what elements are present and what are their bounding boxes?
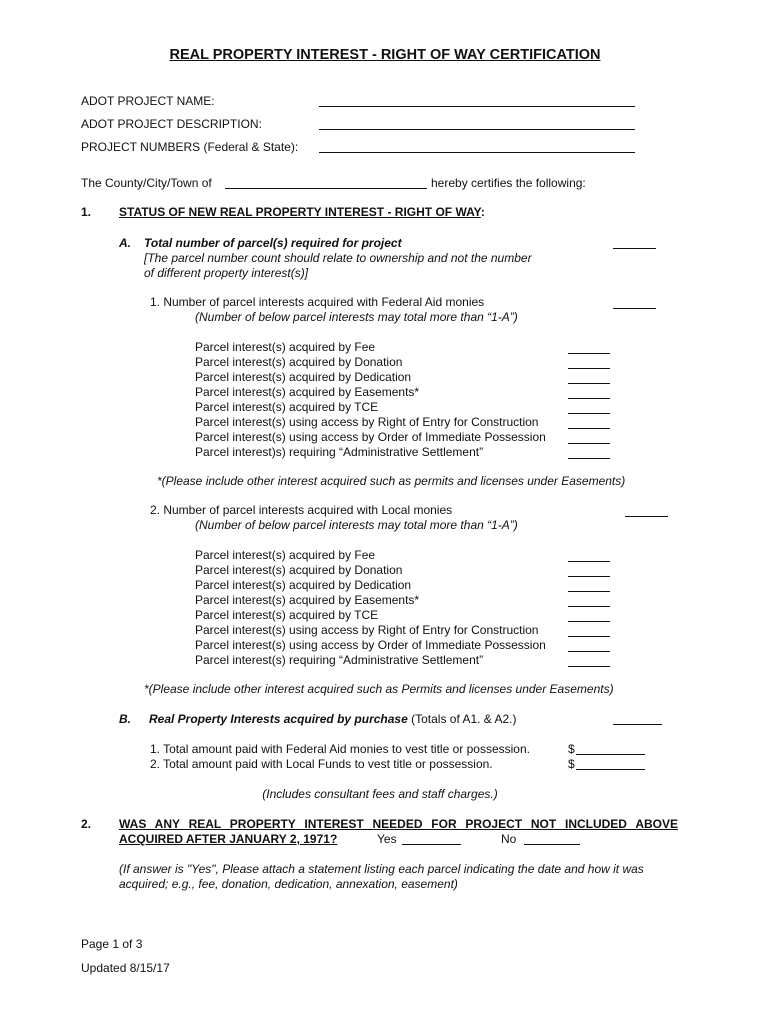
federal-item-field[interactable] [568,443,610,444]
federal-item: Parcel interest(s) acquired by TCE [195,400,379,414]
local-footnote: *(Please include other interest acquired such as Permits and licenses under Easements) [144,682,614,696]
federal-item-field[interactable] [568,428,610,429]
federal-count-note: (Number of below parcel interests may total more than “1-A”) [195,310,518,324]
federal-items-list [195,340,546,460]
subsection-a-title: Total number of parcel(s) required for project [144,236,402,250]
section-1-heading [119,205,485,219]
federal-amount-field[interactable] [576,754,645,755]
subsection-b-title-suffix: (Totals of A1. & A2.) [407,712,517,726]
project-numbers-label: PROJECT NUMBERS (Federal & State): [81,140,299,154]
federal-item: Parcel interest(s) acquired by Easements* [195,385,420,399]
local-item: Parcel interest(s) acquired by Easements* [195,593,420,607]
county-line-suffix: hereby certifies the following: [431,176,586,190]
federal-amount-label: 1. Total amount paid with Federal Aid monies to vest title or possession. [150,742,530,756]
federal-item: Parcel interest(s) acquired by Fee [195,340,376,354]
local-item-field[interactable] [568,606,610,607]
no-label: No [501,832,517,846]
federal-item: Parcel interest(s) acquired by Dedication [195,370,412,384]
federal-amount-currency: $ [568,742,575,756]
project-description-label: ADOT PROJECT DESCRIPTION: [81,117,262,131]
section-1-heading-text: STATUS OF NEW REAL PROPERTY INTEREST - RIGHT OF WAY [119,205,481,219]
local-item: Parcel interest(s) requiring “Administrative Settlement” [195,653,484,667]
federal-item: Parcel interest)s) requiring “Administrative Settlement” [195,445,484,459]
federal-item: Parcel interest(s) acquired by Donation [195,355,403,369]
project-description-field[interactable] [319,129,635,130]
local-item: Parcel interest(s) using access by Right of Entry for Construction [195,623,539,637]
section-2-question-line-2: ACQUIRED AFTER JANUARY 2, 1971? [119,832,338,846]
federal-footnote: *(Please include other interest acquired such as permits and licenses under Easements) [157,474,626,488]
federal-item-field[interactable] [568,353,610,354]
subsection-b-note: (Includes consultant fees and staff charges.) [262,787,498,801]
purchase-total-field[interactable] [613,724,662,725]
local-item-field[interactable] [568,591,610,592]
local-item: Parcel interest(s) acquired by Dedication [195,578,412,592]
local-item-field[interactable] [568,636,610,637]
local-item-field[interactable] [568,651,610,652]
section-2-question-line-1: WAS ANY REAL PROPERTY INTEREST NEEDED FOR PROJECT NOT INCLUDED ABOVE [119,817,678,831]
federal-count-field[interactable] [613,308,656,309]
federal-item-field[interactable] [568,398,610,399]
no-field[interactable] [524,844,580,845]
local-amount-field[interactable] [576,769,645,770]
federal-item-field[interactable] [568,458,610,459]
county-line-prefix: The County/City/Town of [81,176,212,190]
section-2-note-2: acquired; e.g., fee, donation, dedication, annexation, easement) [119,877,458,891]
subsection-b-title-text: Real Property Interests acquired by purchase [149,712,408,726]
federal-item: Parcel interest(s) using access by Order of Immediate Possession [195,430,546,444]
local-count-field[interactable] [625,516,668,517]
subsection-a-note-1: [The parcel number count should relate to ownership and not the number [144,251,532,265]
yes-field[interactable] [402,844,461,845]
county-field[interactable] [225,188,427,189]
section-2-question-line-2-row [119,832,337,846]
federal-item-field[interactable] [568,413,610,414]
local-item-field[interactable] [568,576,610,577]
project-name-label: ADOT PROJECT NAME: [81,94,215,108]
local-item-field[interactable] [568,621,610,622]
section-1-heading-colon: : [480,205,485,219]
subsection-b-title [149,712,517,726]
federal-item-field[interactable] [568,368,610,369]
federal-item: Parcel interest(s) using access by Right of Entry for Construction [195,415,539,429]
local-item: Parcel interest(s) acquired by Fee [195,548,376,562]
local-amount-currency: $ [568,757,575,771]
local-amount-label: 2. Total amount paid with Local Funds to vest title or possession. [150,757,493,771]
page-title: REAL PROPERTY INTEREST - RIGHT OF WAY CERTIFICATION [169,47,601,63]
subsection-a-letter: A. [119,236,131,250]
local-items-list [195,548,546,668]
subsection-a-note-2: of different property interest(s)] [144,266,309,280]
subsection-b-letter: B. [119,712,131,726]
page-number: Page 1 of 3 [81,937,143,951]
section-1-number: 1. [81,205,92,219]
local-item-field[interactable] [568,561,610,562]
section-2-note-1: (If answer is "Yes", Please attach a statement listing each parcel indicating the date and how it was [119,862,644,876]
section-2-number: 2. [81,817,92,831]
local-item-field[interactable] [568,666,610,667]
federal-item-field[interactable] [568,383,610,384]
updated-date: Updated 8/15/17 [81,961,170,975]
project-numbers-field[interactable] [319,152,635,153]
local-item: Parcel interest(s) acquired by TCE [195,608,379,622]
total-parcels-field[interactable] [613,248,656,249]
local-count-label: 2. Number of parcel interests acquired with Local monies [150,503,453,517]
local-item: Parcel interest(s) acquired by Donation [195,563,403,577]
project-name-field[interactable] [319,106,635,107]
federal-count-label: 1. Number of parcel interests acquired with Federal Aid monies [150,295,485,309]
yes-label: Yes [377,832,397,846]
local-item: Parcel interest(s) using access by Order of Immediate Possession [195,638,546,652]
local-count-note: (Number of below parcel interests may total more than “1-A”) [195,518,518,532]
